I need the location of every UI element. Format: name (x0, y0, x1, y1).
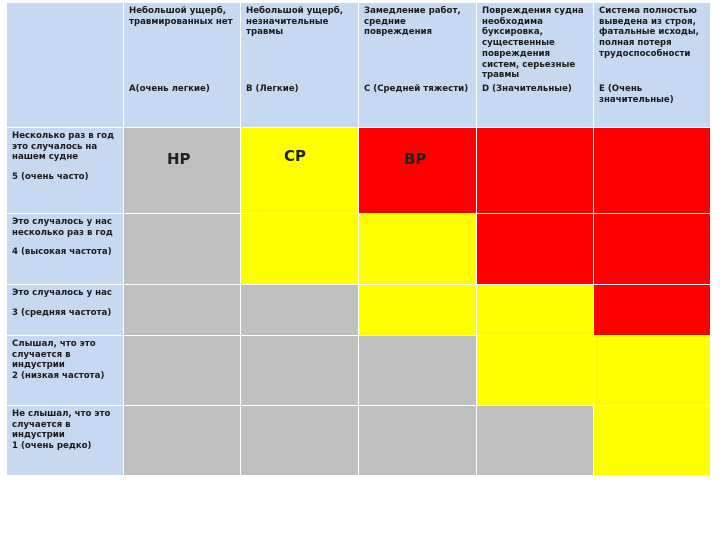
severity-header-c (359, 3, 477, 128)
frequency-header (7, 128, 124, 214)
risk-cell (124, 214, 241, 285)
risk-cell (359, 336, 477, 406)
frequency-level: 1 (очень редко) (12, 441, 92, 452)
risk-cell (359, 128, 477, 214)
frequency-level: 2 (низкая частота) (12, 371, 105, 382)
severity-level: A(очень легкие) (129, 84, 210, 94)
frequency-level: 5 (очень часто) (12, 172, 89, 183)
risk-cell (594, 214, 711, 285)
frequency-row-2 (7, 336, 711, 406)
severity-header-row (7, 3, 711, 128)
severity-description: Повреждения судна необходима буксировка, существенные повреждения систем, серьезные травмы (482, 6, 584, 81)
severity-description: Замедление работ, средние повреждения (364, 6, 461, 38)
frequency-row-1 (7, 406, 711, 476)
severity-level: C (Средней тяжести) (364, 84, 469, 94)
frequency-description: Слышал, что это случается в индустрии (12, 339, 96, 371)
frequency-header (7, 336, 124, 406)
frequency-description: Несколько раз в год это случалось на нашем судне (12, 131, 115, 163)
risk-cell (359, 406, 477, 476)
risk-cell (359, 285, 477, 336)
risk-cell (477, 406, 594, 476)
risk-cell (477, 214, 594, 285)
frequency-header (7, 285, 124, 336)
risk-cell (241, 336, 359, 406)
risk-label-low: НР (167, 150, 191, 168)
risk-cell (124, 128, 241, 214)
severity-header-b (241, 3, 359, 128)
severity-header-a (124, 3, 241, 128)
risk-cell (241, 285, 359, 336)
frequency-row-5 (7, 128, 711, 214)
severity-description: Небольшой ущерб, травмированных нет (129, 6, 233, 27)
risk-cell (594, 336, 711, 406)
risk-cell (594, 406, 711, 476)
risk-matrix (6, 2, 711, 476)
risk-cell (241, 128, 359, 214)
risk-cell (124, 336, 241, 406)
risk-cell (241, 214, 359, 285)
risk-label-medium: СР (284, 147, 307, 165)
risk-cell (359, 214, 477, 285)
risk-cell (477, 285, 594, 336)
severity-level: B (Легкие) (246, 84, 299, 94)
risk-cell (477, 128, 594, 214)
severity-description: Небольшой ущерб, незначительные травмы (246, 6, 344, 38)
severity-header-d (477, 3, 594, 128)
risk-cell (477, 336, 594, 406)
frequency-description: Это случалось у нас (12, 288, 113, 298)
risk-cell (241, 406, 359, 476)
corner-cell (7, 3, 124, 128)
risk-cell (594, 285, 711, 336)
frequency-description: Не слышал, что это случается в индустрии (12, 409, 111, 441)
frequency-description: Это случалось у нас несколько раз в год (12, 217, 113, 238)
severity-header-e (594, 3, 711, 128)
frequency-level: 4 (высокая частота) (12, 247, 112, 258)
frequency-header (7, 406, 124, 476)
risk-cell (594, 128, 711, 214)
frequency-row-3 (7, 285, 711, 336)
risk-cell (124, 285, 241, 336)
frequency-level: 3 (средняя частота) (12, 307, 112, 318)
risk-cell (124, 406, 241, 476)
frequency-header (7, 214, 124, 285)
severity-level: D (Значительные) (482, 84, 572, 94)
severity-level: E (Очень значительные) (599, 84, 674, 105)
risk-label-high: ВР (404, 150, 427, 168)
severity-description: Система полностью выведена из строя, фатальные исходы, полная потеря трудоспособности (599, 6, 699, 59)
frequency-row-4 (7, 214, 711, 285)
